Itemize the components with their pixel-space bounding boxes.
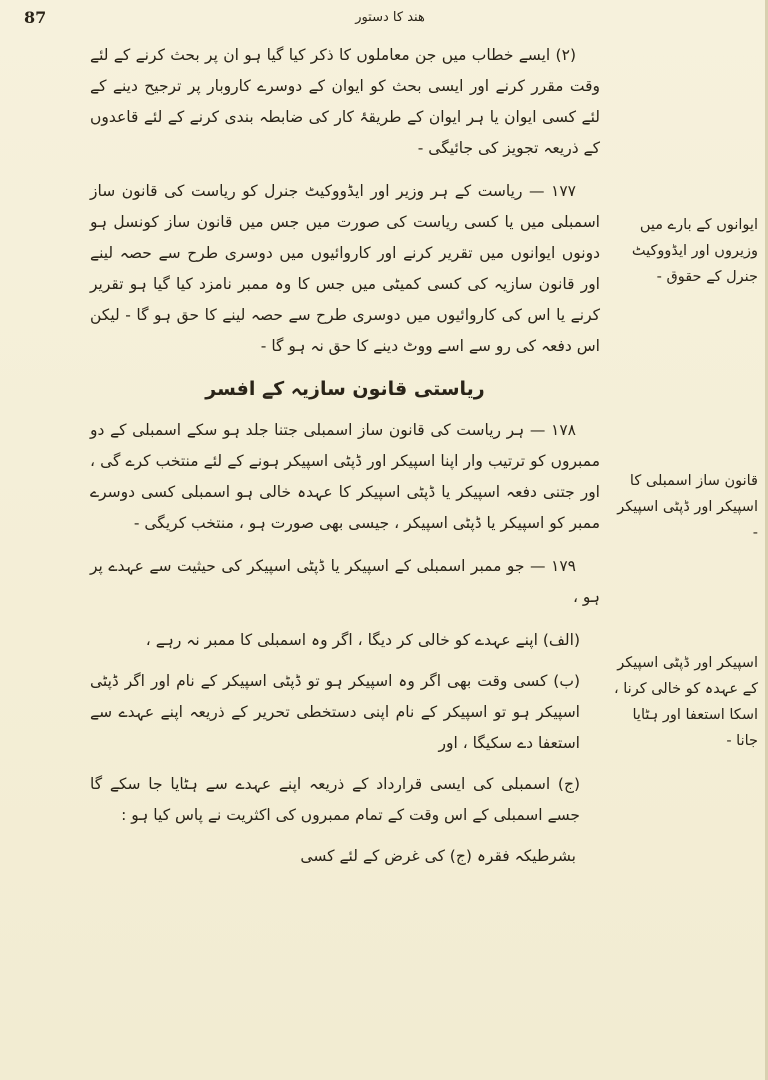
clause-c: (ج) اسمبلی کی ایسی قرارداد کے ذریعہ اپنے عہدے سے ہٹایا جا سکے گا جسے اسمبلی کے اس وقت کے تمام ممبروں کی اکثریت نے پاس کیا ہو : <box>90 775 580 824</box>
margin-note-177: ایوانوں کے بارے میں وزیروں اور ایڈووکیٹ جنرل کے حقوق - <box>631 217 758 285</box>
clause-a: (الف) اپنے عہدے کو خالی کر دیگا ، اگر وہ اسمبلی کا ممبر نہ رہے ، <box>145 631 580 649</box>
proviso: بشرطیکہ فقرہ (ج) کی غرض کے لئے کسی <box>300 847 576 865</box>
margin-note-178: قانون ساز اسمبلی کا اسپیکر اور ڈپٹی اسپیکر - <box>617 473 758 541</box>
clause-b: (ب) کسی وقت بھی اگر وہ اسپیکر ہو تو ڈپٹی اسپیکر کے نام اور اگر ڈپٹی اسپیکر ہو تو اسپیکر کے نام اپنی دستخطی تحریر کے ذریعہ اپنے عہدے سے استعفا دے سکیگا ، اور <box>90 672 580 752</box>
section-heading: ریاستی قانون سازیہ کے افسر <box>205 378 485 400</box>
paragraph-177: ۱۷۷ — ریاست کے ہر وزیر اور ایڈووکیٹ جنرل کو ریاست کی قانون ساز اسمبلی میں یا کسی ریاست کی صورت میں جس میں قانون ساز کونسل ہو دونوں ایوانوں میں تقریر کرنے اور کاروائیوں میں دوسری طرح سے حصہ لینے اور قانون سازیہ کی کسی کمیٹی میں جس کا وہ ممبر نامزد کیا گیا ہو تقریر کرنے یا اس کی کاروائیوں میں دوسری طرح سے حصہ لینے کا حق ہو گا - لیکن اس دفعہ کی رو سے اسے ووٹ دینے کا حق نہ ہو گا - <box>90 182 600 355</box>
page-number: 87 <box>24 8 47 27</box>
main-text <box>90 40 600 884</box>
paragraph-176-2: (۲) ایسے خطاب میں جن معاملوں کا ذکر کیا گیا ہو ان پر بحث کرنے کے لئے وقت مقرر کرنے اور ایسی بحث کو ایوان کے دوسرے کاروبار پر ترجیح دینے کے لئے کسی ایوان یا ہر ایوان کے طریقۂ کار کی ضابطہ بندی کرنے کے لئے قاعدوں کے ذریعہ تجویز کی جائیگی - <box>90 46 600 157</box>
paragraph-179: ۱۷۹ — جو ممبر اسمبلی کے اسپیکر یا ڈپٹی اسپیکر کی حیثیت سے عہدے پر ہو ، <box>90 557 600 606</box>
paragraph-178: ۱۷۸ — ہر ریاست کی قانون ساز اسمبلی جتنا جلد ہو سکے اسمبلی کے دو ممبروں کو ترتیب وار اپنا اسپیکر اور ڈپٹی اسپیکر ہونے کے لئے منتخب کرے گی ، اور جتنی دفعہ اسپیکر یا ڈپٹی اسپیکر کا عہدہ خالی ہو اسمبلی کسی دوسرے ممبر کو اسپیکر یا ڈپٹی اسپیکر ، جیسی بھی صورت ہو ، منتخب کریگی - <box>90 421 600 532</box>
margin-note-179: اسپیکر اور ڈپٹی اسپیکر کے عہدہ کو خالی کرنا ، اسکا استعفا اور ہٹایا جانا - <box>613 655 758 749</box>
running-title: هند کا دستور <box>355 10 425 25</box>
